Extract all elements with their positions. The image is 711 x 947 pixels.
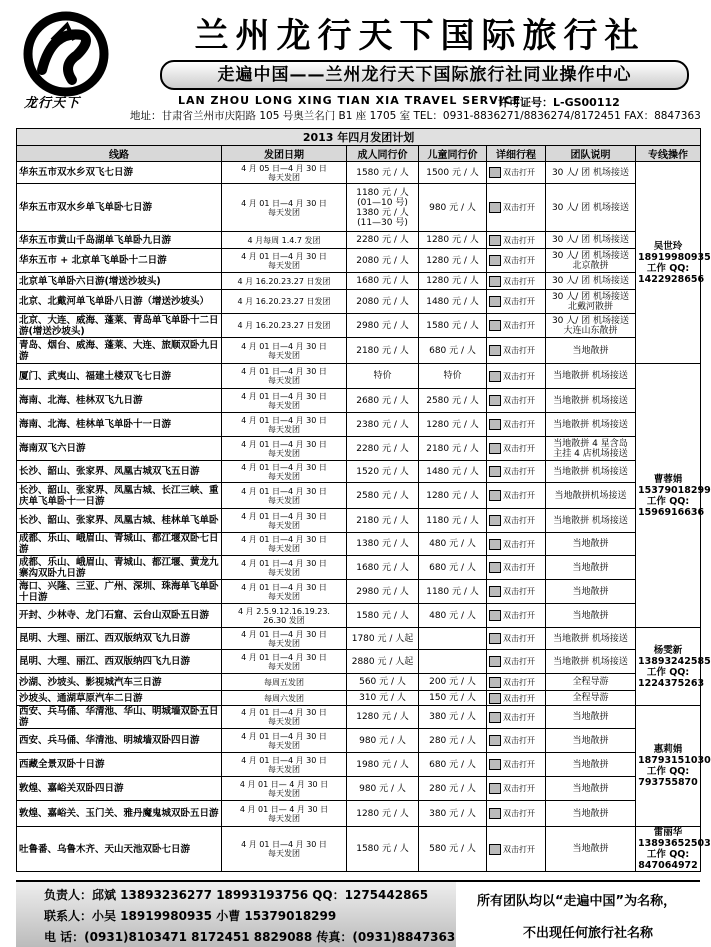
- detail-open-button[interactable]: [487, 232, 546, 249]
- detail-open-button[interactable]: [487, 706, 546, 729]
- child-price-cell: [419, 628, 487, 650]
- detail-label: 双击打开: [503, 346, 535, 355]
- route-cell: 华东五市双水乡单飞单卧七日游: [17, 184, 222, 232]
- detail-label: 双击打开: [503, 235, 535, 245]
- child-price-cell: 480 元 / 人: [419, 533, 487, 556]
- route-cell: 敦煌、嘉峪关、玉门关、雅丹魔鬼城双卧五日游: [17, 801, 222, 827]
- adult-price-cell: 1680 元 / 人: [347, 273, 419, 290]
- detail-open-button[interactable]: [487, 509, 546, 533]
- detail-open-button[interactable]: [487, 533, 546, 556]
- group-note-cell: 当地散拼 机场接送: [546, 364, 636, 389]
- adult-price-cell: 980 元 / 人: [347, 777, 419, 801]
- column-header: 发团日期: [222, 146, 347, 162]
- date-cell: 4 月 01 日—4 月 30 日 每天发团: [222, 827, 347, 872]
- date-cell: 4 月 01 日—4 月 30 日 每天发团: [222, 483, 347, 509]
- license-number: 许可证号：L-GS00112: [498, 96, 620, 109]
- route-cell: 长沙、韶山、张家界、凤凰古城双飞五日游: [17, 461, 222, 483]
- group-note-cell: 当地散拼: [546, 533, 636, 556]
- detail-open-button[interactable]: [487, 184, 546, 232]
- detail-label: 双击打开: [503, 420, 535, 429]
- date-cell: 4 月 01 日—4 月 30 日 每天发团: [222, 389, 347, 413]
- column-header: 团队说明: [546, 146, 636, 162]
- child-price-cell: 1280 元 / 人: [419, 413, 487, 437]
- route-cell: 海口、兴隆、三亚、广州、深圳、珠海单飞单卧十日游: [17, 580, 222, 604]
- route-cell: 西安、兵马俑、华清池、华山、明城墙双卧五日游: [17, 706, 222, 729]
- table-row: [17, 556, 701, 580]
- detail-label: 双击打开: [503, 168, 535, 177]
- document-icon: [489, 255, 501, 266]
- child-price-cell: 580 元 / 人: [419, 827, 487, 872]
- operator-cell: 杨雯新 13893242585 工作 QQ: 1224375263: [636, 628, 701, 706]
- group-note-cell: 30 人/ 团 机场接送: [546, 184, 636, 232]
- detail-open-button[interactable]: [487, 389, 546, 413]
- document-icon: [489, 539, 501, 550]
- detail-label: 双击打开: [503, 611, 535, 620]
- group-note-line1: 所有团队均以“走遍中国”为名称，: [477, 894, 677, 909]
- document-icon: [489, 844, 501, 855]
- table-row: [17, 674, 701, 691]
- detail-open-button[interactable]: [487, 604, 546, 628]
- group-note-cell: 当地散拼 机场接送: [546, 389, 636, 413]
- table-row: [17, 706, 701, 729]
- route-cell: 北京、北戴河单飞单卧八日游（增送沙坡头）: [17, 290, 222, 314]
- document-icon: [489, 677, 501, 688]
- adult-price-cell: 2580 元 / 人: [347, 483, 419, 509]
- document-icon: [489, 419, 501, 430]
- detail-label: 双击打开: [503, 491, 535, 500]
- adult-price-cell: 1380 元 / 人: [347, 533, 419, 556]
- detail-label: 双击打开: [503, 516, 535, 525]
- child-price-cell: 1480 元 / 人: [419, 461, 487, 483]
- route-cell: 北京单飞单卧六日游(增送沙坡头): [17, 273, 222, 290]
- detail-label: 双击打开: [503, 563, 535, 572]
- date-cell: 每周六发团: [222, 691, 347, 706]
- table-row: [17, 509, 701, 533]
- date-cell: 4 月 01 日—4 月 30 日 每天发团: [222, 338, 347, 364]
- document-icon: [489, 371, 501, 382]
- detail-open-button[interactable]: [487, 162, 546, 184]
- table-row: [17, 691, 701, 706]
- detail-label: 双击打开: [503, 444, 535, 453]
- table-row: [17, 650, 701, 674]
- group-note-line2: 不出现任何旅行社名称: [523, 926, 654, 941]
- table-row: [17, 827, 701, 872]
- table-row: [17, 232, 701, 249]
- adult-price-cell: 2880 元 / 人起: [347, 650, 419, 674]
- date-cell: 4 月 01 日—4 月 30 日 每天发团: [222, 706, 347, 729]
- document-icon: [489, 586, 501, 597]
- route-cell: 开封、少林寺、龙门石窟、云台山双卧五日游: [17, 604, 222, 628]
- document-icon: [489, 490, 501, 501]
- route-cell: 青岛、烟台、威海、蓬莱、大连、旅顺双卧九日游: [17, 338, 222, 364]
- date-cell: 4 月 01 日—4 月 30 日 每天发团: [222, 437, 347, 461]
- child-price-cell: 特价: [419, 364, 487, 389]
- detail-open-button[interactable]: [487, 580, 546, 604]
- document-icon: [489, 466, 501, 477]
- document-icon: [489, 808, 501, 819]
- adult-price-cell: 310 元 / 人: [347, 691, 419, 706]
- route-cell: 敦煌、嘉峪关双卧四日游: [17, 777, 222, 801]
- adult-price-cell: 560 元 / 人: [347, 674, 419, 691]
- group-note-cell: 当地散拼: [546, 753, 636, 777]
- detail-open-button[interactable]: [487, 249, 546, 273]
- operator-cell: 曹蓉娟 15379018299 工作 QQ: 1596916636: [636, 364, 701, 628]
- group-note-cell: 30 人/ 团 机场接送: [546, 273, 636, 290]
- document-icon: [489, 395, 501, 406]
- group-note-cell: 当地散拼 机场接送: [546, 461, 636, 483]
- document-icon: [489, 610, 501, 621]
- child-price-cell: 680 元 / 人: [419, 556, 487, 580]
- route-cell: 长沙、韶山、张家界、凤凰古城、长江三峡、重庆单飞单卧十一日游: [17, 483, 222, 509]
- contact-block: [16, 882, 456, 947]
- date-cell: 4 月 01 日—4 月 30 日 每天发团: [222, 509, 347, 533]
- table-caption: 2013 年四月发团计划: [17, 129, 701, 146]
- detail-label: 双击打开: [503, 203, 535, 212]
- route-cell: 西藏全景双卧十日游: [17, 753, 222, 777]
- adult-price-cell: 2980 元 / 人: [347, 580, 419, 604]
- table-row: [17, 364, 701, 389]
- detail-open-button[interactable]: [487, 801, 546, 827]
- table-row: [17, 413, 701, 437]
- date-cell: 每周五发团: [222, 674, 347, 691]
- table-row: [17, 628, 701, 650]
- date-cell: 4 月 2.5.9.12.16.19.23. 26.30 发团: [222, 604, 347, 628]
- date-cell: 4 月 01 日—4 月 30 日 每天发团: [222, 533, 347, 556]
- detail-label: 双击打开: [503, 396, 535, 405]
- table-row: [17, 801, 701, 827]
- child-price-cell: 280 元 / 人: [419, 777, 487, 801]
- group-note-cell: 30 人/ 团 机场接送 北戴河散拼: [546, 290, 636, 314]
- adult-price-cell: 2380 元 / 人: [347, 413, 419, 437]
- adult-price-cell: 2080 元 / 人: [347, 290, 419, 314]
- detail-open-button[interactable]: [487, 691, 546, 706]
- detail-label: 双击打开: [503, 693, 535, 703]
- child-price-cell: 150 元 / 人: [419, 691, 487, 706]
- detail-label: 双击打开: [503, 657, 535, 666]
- detail-label: 双击打开: [503, 276, 535, 286]
- child-price-cell: 680 元 / 人: [419, 338, 487, 364]
- column-header: 专线操作: [636, 146, 701, 162]
- date-cell: 4 月 01 日—4 月 30 日 每天发团: [222, 729, 347, 753]
- child-price-cell: 280 元 / 人: [419, 729, 487, 753]
- route-cell: 成都、乐山、峨眉山、青城山、都江堰双卧七日游: [17, 533, 222, 556]
- detail-open-button[interactable]: [487, 753, 546, 777]
- adult-price-cell: 1680 元 / 人: [347, 556, 419, 580]
- table-row: [17, 273, 701, 290]
- date-cell: 4 月 01 日— 4 月 30 日 每天发团: [222, 777, 347, 801]
- detail-open-button[interactable]: [487, 556, 546, 580]
- child-price-cell: 1280 元 / 人: [419, 249, 487, 273]
- adult-price-cell: 2980 元 / 人: [347, 314, 419, 338]
- table-row: [17, 729, 701, 753]
- date-cell: 4 月 01 日—4 月 30 日 每天发团: [222, 650, 347, 674]
- adult-price-cell: 2280 元 / 人: [347, 437, 419, 461]
- dragon-logo-icon: [22, 10, 110, 105]
- detail-label: 双击打开: [503, 256, 535, 265]
- document-icon: [489, 443, 501, 454]
- group-note-cell: 当地散拼: [546, 729, 636, 753]
- group-note-cell: 当地散拼: [546, 604, 636, 628]
- table-row: [17, 533, 701, 556]
- detail-label: 双击打开: [503, 321, 535, 330]
- english-name: LAN ZHOU LONG XING TIAN XIA TRAVEL SERVICE: [178, 94, 522, 107]
- detail-open-button[interactable]: [487, 674, 546, 691]
- date-cell: 4 月 01 日—4 月 30 日 每天发团: [222, 364, 347, 389]
- date-cell: 4 月 01 日—4 月 30 日 每天发团: [222, 580, 347, 604]
- adult-price-cell: 2080 元 / 人: [347, 249, 419, 273]
- detail-open-button[interactable]: [487, 628, 546, 650]
- column-header: 儿童同行价: [419, 146, 487, 162]
- child-price-cell: 680 元 / 人: [419, 753, 487, 777]
- child-price-cell: 980 元 / 人: [419, 184, 487, 232]
- route-cell: 沙湖、沙坡头、影视城汽车三日游: [17, 674, 222, 691]
- adult-price-cell: 2180 元 / 人: [347, 338, 419, 364]
- child-price-cell: 1180 元 / 人: [419, 580, 487, 604]
- date-cell: 4 月 16.20.23.27 日发团: [222, 290, 347, 314]
- detail-open-button[interactable]: [487, 777, 546, 801]
- route-cell: 华东五市双水乡双飞七日游: [17, 162, 222, 184]
- detail-open-button[interactable]: [487, 273, 546, 290]
- adult-price-cell: 1580 元 / 人: [347, 162, 419, 184]
- child-price-cell: 1180 元 / 人: [419, 509, 487, 533]
- table-row: [17, 314, 701, 338]
- child-price-cell: 1580 元 / 人: [419, 314, 487, 338]
- child-price-cell: 2180 元 / 人: [419, 437, 487, 461]
- operator-cell: 惠莉娟 18793151030 工作 QQ: 793755870: [636, 706, 701, 827]
- adult-price-cell: 1580 元 / 人: [347, 604, 419, 628]
- operator-cell: 雷丽华 13893652503 工作 QQ: 847064972: [636, 827, 701, 872]
- column-header: 成人同行价: [347, 146, 419, 162]
- detail-open-button[interactable]: [487, 729, 546, 753]
- group-note-cell: 当地散拼 机场接送: [546, 413, 636, 437]
- document-icon: [489, 712, 501, 723]
- document-icon: [489, 202, 501, 213]
- document-icon: [489, 562, 501, 573]
- route-cell: 长沙、韶山、张家界、凤凰古城、桂林单飞单卧: [17, 509, 222, 533]
- detail-label: 双击打开: [503, 712, 535, 722]
- detail-label: 双击打开: [503, 760, 535, 769]
- route-cell: 昆明、大理、丽江、西双版纳四飞九日游: [17, 650, 222, 674]
- detail-label: 双击打开: [503, 634, 535, 643]
- adult-price-cell: 1980 元 / 人: [347, 753, 419, 777]
- date-cell: 4 月 01 日—4 月 30 日 每天发团: [222, 753, 347, 777]
- group-note-cell: 当地散拼: [546, 706, 636, 729]
- child-price-cell: 380 元 / 人: [419, 706, 487, 729]
- adult-price-cell: 1280 元 / 人: [347, 801, 419, 827]
- document-icon: [489, 345, 501, 356]
- adult-price-cell: 2180 元 / 人: [347, 509, 419, 533]
- route-cell: 华东五市黄山千岛湖单飞单卧九日游: [17, 232, 222, 249]
- child-price-cell: 200 元 / 人: [419, 674, 487, 691]
- tour-schedule-table: [16, 128, 711, 872]
- child-price-cell: 1280 元 / 人: [419, 232, 487, 249]
- document-icon: [489, 735, 501, 746]
- route-cell: 成都、乐山、峨眉山、青城山、都江堰、黄龙九寨沟双卧九日游: [17, 556, 222, 580]
- document-icon: [489, 656, 501, 667]
- group-note-cell: 全程导游: [546, 674, 636, 691]
- group-note-cell: 当地散拼: [546, 777, 636, 801]
- route-cell: 北京、大连、威海、蓬莱、青岛单飞单卧十二日游(增送沙坡头): [17, 314, 222, 338]
- route-cell: 海南双飞六日游: [17, 437, 222, 461]
- table-row: [17, 604, 701, 628]
- date-cell: 4 月 01 日—4 月 30 日 每天发团: [222, 556, 347, 580]
- detail-label: 双击打开: [503, 844, 535, 854]
- detail-open-button[interactable]: [487, 413, 546, 437]
- group-note-cell: 当地散拼: [546, 801, 636, 827]
- route-cell: 厦门、武夷山、福建土楼双飞七日游: [17, 364, 222, 389]
- route-cell: 西安、兵马俑、华清池、明城墙双卧四日游: [17, 729, 222, 753]
- document-icon: [489, 167, 501, 178]
- child-price-cell: [419, 650, 487, 674]
- contact-person: 联系人：小吴 18919980935 小曹 15379018299: [44, 909, 337, 923]
- child-price-cell: 1280 元 / 人: [419, 273, 487, 290]
- group-note-cell: 30 人/ 团 机场接送 北京散拼: [546, 249, 636, 273]
- document-icon: [489, 296, 501, 307]
- child-price-cell: 2580 元 / 人: [419, 389, 487, 413]
- header: [0, 0, 702, 127]
- detail-label: 双击打开: [503, 736, 535, 745]
- detail-label: 双击打开: [503, 539, 535, 549]
- group-note: [471, 882, 700, 947]
- detail-label: 双击打开: [503, 677, 535, 687]
- column-header: 线路: [17, 146, 222, 162]
- group-note-cell: 当地散拼 机场接送: [546, 650, 636, 674]
- detail-label: 双击打开: [503, 784, 535, 793]
- route-cell: 海南、北海、桂林双飞九日游: [17, 389, 222, 413]
- date-cell: 4 月 01 日—4 月 30 日 每天发团: [222, 184, 347, 232]
- document-icon: [489, 783, 501, 794]
- date-cell: 4 月 01 日— 4 月 30 日 每天发团: [222, 801, 347, 827]
- adult-price-cell: 1780 元 / 人起: [347, 628, 419, 650]
- group-note-cell: 30 人/ 团 机场接送 大连山东散拼: [546, 314, 636, 338]
- document-icon: [489, 276, 501, 287]
- operator-cell: 吴世玲 18919980935 工作 QQ: 1422928656: [636, 162, 701, 364]
- detail-open-button[interactable]: [487, 364, 546, 389]
- footer: [16, 880, 700, 947]
- table-row: [17, 580, 701, 604]
- child-price-cell: 1500 元 / 人: [419, 162, 487, 184]
- adult-price-cell: 1280 元 / 人: [347, 706, 419, 729]
- child-price-cell: 480 元 / 人: [419, 604, 487, 628]
- table-row: [17, 290, 701, 314]
- group-note-cell: 当地散拼: [546, 827, 636, 872]
- contact-manager: 负责人：邱斌 13893236277 18993193756 QQ：1275442865: [44, 888, 429, 902]
- table-row: [17, 753, 701, 777]
- date-cell: 4 月 01 日—4 月 30 日 每天发团: [222, 249, 347, 273]
- group-note-cell: 当地散拼 机场接送: [546, 628, 636, 650]
- date-cell: 4 月 01 日—4 月 30 日 每天发团: [222, 628, 347, 650]
- document-icon: [489, 320, 501, 331]
- company-name: 兰州龙行天下国际旅行社: [194, 16, 646, 56]
- detail-label: 双击打开: [503, 809, 535, 818]
- adult-price-cell: 2280 元 / 人: [347, 232, 419, 249]
- detail-label: 双击打开: [503, 297, 535, 306]
- route-cell: 海南、北海、桂林单飞单卧十一日游: [17, 413, 222, 437]
- route-cell: 沙坡头、通湖草原汽车二日游: [17, 691, 222, 706]
- detail-open-button[interactable]: [487, 650, 546, 674]
- table-row: [17, 338, 701, 364]
- table-row: [17, 461, 701, 483]
- route-cell: 华东五市 + 北京单飞单卧十二日游: [17, 249, 222, 273]
- table-row: [17, 162, 701, 184]
- group-note-cell: 当地散拼 机场接送: [546, 509, 636, 533]
- group-note-cell: 当地散拼 4 星含岛 主挂 4 店机场接送: [546, 437, 636, 461]
- column-header: 详细行程: [487, 146, 546, 162]
- detail-label: 双击打开: [503, 587, 535, 596]
- adult-price-cell: 1180 元 / 人 (01—10 号) 1380 元 / 人 (11—30 号): [347, 184, 419, 232]
- table-row: [17, 184, 701, 232]
- detail-label: 双击打开: [503, 467, 535, 476]
- child-price-cell: 1480 元 / 人: [419, 290, 487, 314]
- contact-phone: 电 话：(0931)8103471 8172451 8829088 传真：(0931)8847363: [44, 930, 456, 944]
- group-note-cell: 30 人/ 团 机场接送: [546, 232, 636, 249]
- detail-open-button[interactable]: [487, 290, 546, 314]
- logo-text: 龙行天下: [24, 96, 81, 111]
- route-cell: 昆明、大理、丽江、西双版纳双飞九日游: [17, 628, 222, 650]
- detail-open-button[interactable]: [487, 338, 546, 364]
- document-icon: [489, 235, 501, 246]
- document-icon: [489, 515, 501, 526]
- contact-address: 地址：甘肃省兰州市庆阳路 105 号奥兰名门 B1 座 1705 室 TEL：0931-8836271/8836274/8172451 FAX：8847363: [130, 110, 701, 122]
- route-cell: 吐鲁番、乌鲁木齐、天山天池双卧七日游: [17, 827, 222, 872]
- table-row: [17, 483, 701, 509]
- slogan-banner: 走遍中国——兰州龙行天下国际旅行社同业操作中心: [160, 60, 689, 90]
- adult-price-cell: 特价: [347, 364, 419, 389]
- child-price-cell: 1280 元 / 人: [419, 483, 487, 509]
- table-row: [17, 249, 701, 273]
- table-row: [17, 777, 701, 801]
- adult-price-cell: 1520 元 / 人: [347, 461, 419, 483]
- document-icon: [489, 633, 501, 644]
- table-row: [17, 437, 701, 461]
- group-note-cell: 当地散拼: [546, 580, 636, 604]
- adult-price-cell: 1580 元 / 人: [347, 827, 419, 872]
- adult-price-cell: 2680 元 / 人: [347, 389, 419, 413]
- document-icon: [489, 759, 501, 770]
- group-note-cell: 当地散拼: [546, 338, 636, 364]
- table-row: [17, 389, 701, 413]
- group-note-cell: 当地散拼机场接送: [546, 483, 636, 509]
- detail-open-button[interactable]: [487, 461, 546, 483]
- group-note-cell: 30 人/ 团 机场接送: [546, 162, 636, 184]
- detail-open-button[interactable]: [487, 437, 546, 461]
- group-note-cell: 全程导游: [546, 691, 636, 706]
- date-cell: 4 月 16.20.23.27 日发团: [222, 314, 347, 338]
- date-cell: 4 月 16.20.23.27 日发团: [222, 273, 347, 290]
- document-icon: [489, 693, 501, 704]
- date-cell: 4 月 01 日—4 月 30 日 每天发团: [222, 461, 347, 483]
- group-note-cell: 当地散拼: [546, 556, 636, 580]
- table-header-row: [17, 146, 701, 162]
- detail-open-button[interactable]: [487, 827, 546, 872]
- adult-price-cell: 980 元 / 人: [347, 729, 419, 753]
- detail-open-button[interactable]: [487, 483, 546, 509]
- child-price-cell: 380 元 / 人: [419, 801, 487, 827]
- date-cell: 4 月 05 日—4 月 30 日 每天发团: [222, 162, 347, 184]
- detail-open-button[interactable]: [487, 314, 546, 338]
- date-cell: 4 月 01 日—4 月 30 日 每天发团: [222, 413, 347, 437]
- detail-label: 双击打开: [503, 371, 535, 381]
- date-cell: 4 月每周 1.4.7 发团: [222, 232, 347, 249]
